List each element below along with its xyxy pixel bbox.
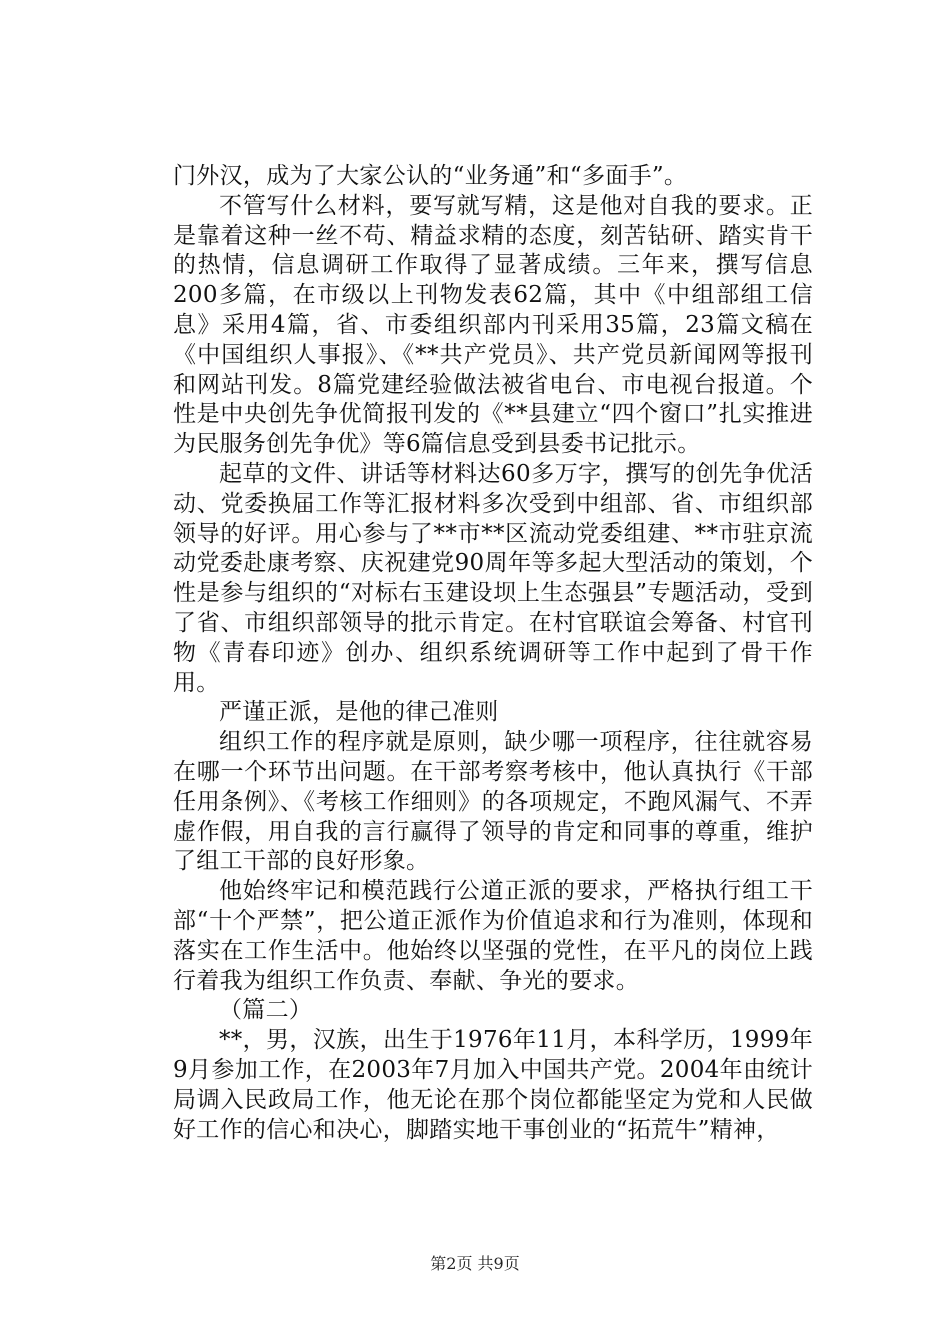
paragraph: 门外汉，成为了大家公认的“业务通”和“多面手”。 — [173, 163, 688, 189]
paragraph: 他始终牢记和模范践行公道正派的要求，严格执行组工干部“十个严禁”，把公道正派作为价值追求和行为准则，体现和落实在工作生活中。他始终以坚强的党性，在平凡的岗位上践行着我为组织工作负责、奉献、争光的要求。 — [173, 878, 813, 994]
paragraph: 起草的文件、讲话等材料达60多万字，撰写的创先争优活动、党委换届工作等汇报材料多次受到中组部、省、市组织部领导的好评。用心参与了**市**区流动党委组建、**市驻京流动党委赴康考察、庆祝建党90周年等多起大型活动的策划，个性是参与组织的“对标右玉建设坝上生态强县”专题活动，受到了省、市组织部领导的批示肯定。在村官联谊会筹备、村官刊物《青春印迹》创办、组织系统调研等工作中起到了骨干作用。 — [173, 460, 813, 696]
document-body — [173, 162, 813, 1145]
paragraph: **，男，汉族，出生于1976年11月，本科学历，1999年9月参加工作，在2003年7月加入中国共产党。2004年由统计局调入民政局工作，他无论在那个岗位都能坚定为党和人民做好工作的信心和决心，脚踏实地干事创业的“拓荒牛”精神， — [173, 1027, 813, 1143]
section-heading: 严谨正派，是他的律己准则 — [219, 699, 499, 726]
paragraph: 不管写什么材料，要写就写精，这是他对自我的要求。正是靠着这种一丝不苟、精益求精的态度，刻苦钻研、踏实肯干的热情，信息调研工作取得了显著成绩。三年来，撰写信息200多篇，在市级以上刊物发表62篇，其中《中组部组工信息》采用4篇，省、市委组织部内刊采用35篇，23篇文稿在《中国组织人事报》、《**共产党员》、共产党员新闻网等报刊和网站刊发。8篇党建经验做法被省电台、市电视台报道。个性是中央创先争优简报刊发的《**县建立“四个窗口”扎实推进为民服务创先争优》等6篇信息受到县委书记批示。 — [173, 192, 813, 458]
page-number-footer: 第2页 共9页 — [430, 1254, 520, 1273]
paragraph: 组织工作的程序就是原则，缺少哪一项程序，往往就容易在哪一个环节出问题。在干部考察考核中，他认真执行《干部任用条例》、《考核工作细则》的各项规定，不跑风漏气、不弄虚作假，用自我的言行赢得了领导的肯定和同事的尊重，维护了组工干部的良好形象。 — [173, 729, 813, 875]
part-heading: （篇二） — [219, 997, 313, 1024]
